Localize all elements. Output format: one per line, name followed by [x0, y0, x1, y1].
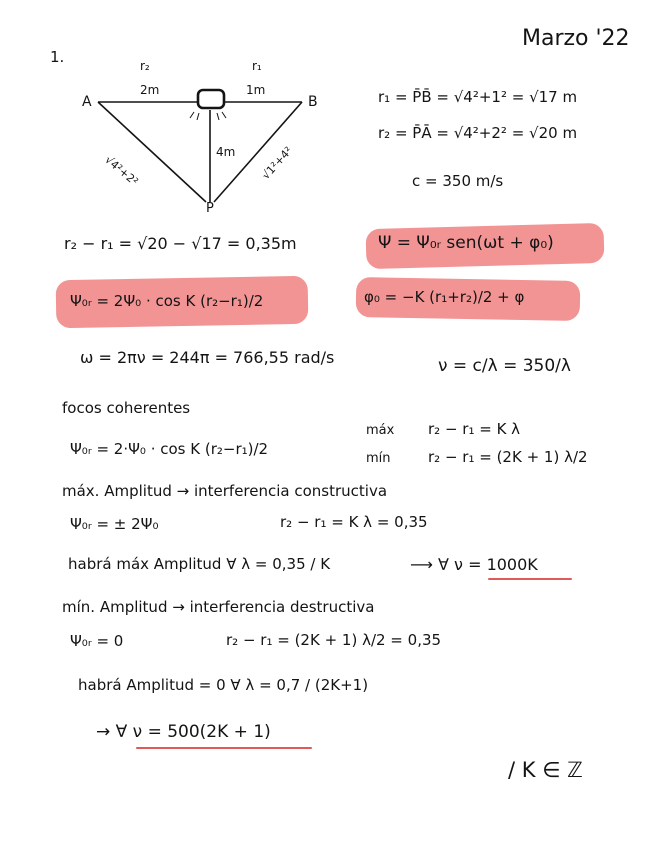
label-b: B	[308, 94, 318, 110]
amplitude-equation: Ψ₀ᵣ = 2Ψ₀ · cos K (r₂−r₁)/2	[70, 292, 264, 310]
coherent-sources: focos coherentes	[62, 399, 191, 417]
min-amplitude-header: mín. Amplitud → interferencia destructiva	[62, 598, 375, 616]
max-frequency-result: ⟶ ∀ ν = 1000K	[410, 555, 538, 574]
frequency-equation: ν = c/λ = 350/λ	[438, 356, 571, 376]
amplitude-cos: Ψ₀ᵣ = 2·Ψ₀ · cos K (r₂−r₁)/2	[70, 440, 269, 458]
wave-equation: Ψ = Ψ₀ᵣ sen(ωt + φ₀)	[378, 233, 554, 253]
problem-number: 1.	[50, 48, 65, 66]
label-1m: 1m	[246, 83, 266, 97]
label-2m: 2m	[140, 83, 160, 97]
r2-equation: r₂ = P̄Ā = √4²+2² = √20 m	[378, 124, 578, 142]
max-amplitude-header: máx. Amplitud → interferencia constructiva	[62, 482, 388, 500]
phase-equation: φ₀ = −K (r₁+r₂)/2 + φ	[364, 288, 525, 306]
label-4m: 4m	[216, 145, 236, 159]
min-wavelength: habrá Amplitud = 0 ∀ λ = 0,7 / (2K+1)	[78, 676, 369, 694]
date-label: Marzo '22	[522, 26, 630, 51]
label-r2: r₂	[140, 59, 150, 73]
speed-equation: c = 350 m/s	[412, 172, 504, 190]
min-condition: r₂ − r₁ = (2K + 1) λ/2	[428, 448, 588, 466]
max-amplitude-value: Ψ₀ᵣ = ± 2Ψ₀	[70, 515, 159, 533]
max-label: máx	[366, 423, 395, 438]
r1-equation: r₁ = P̄B̄ = √4²+1² = √17 m	[378, 88, 578, 106]
radiation-marks-icon	[190, 112, 226, 120]
line-ap	[98, 102, 206, 202]
max-path-relation: r₂ − r₁ = K λ = 0,35	[280, 513, 428, 531]
min-result-underline	[136, 747, 312, 749]
label-r1: r₁	[252, 59, 262, 73]
min-frequency-result: → ∀ ν = 500(2K + 1)	[96, 722, 271, 742]
min-label: mín	[366, 451, 391, 466]
max-result-underline	[488, 578, 572, 580]
min-path-relation: r₂ − r₁ = (2K + 1) λ/2 = 0,35	[226, 631, 442, 649]
max-condition: r₂ − r₁ = K λ	[428, 420, 521, 438]
source-box-icon	[198, 90, 224, 108]
label-diag-left: √4²+2²	[102, 153, 141, 189]
omega-equation: ω = 2πν = 244π = 766,55 rad/s	[80, 348, 335, 367]
label-diag-right: √1²+4²	[259, 144, 296, 183]
integer-domain: / K ∈ ℤ	[508, 758, 583, 782]
label-a: A	[82, 94, 92, 110]
max-wavelength: habrá máx Amplitud ∀ λ = 0,35 / K	[68, 555, 331, 573]
path-difference: r₂ − r₁ = √20 − √17 = 0,35m	[64, 234, 297, 253]
min-amplitude-value: Ψ₀ᵣ = 0	[70, 632, 124, 650]
label-p: P	[206, 201, 214, 216]
